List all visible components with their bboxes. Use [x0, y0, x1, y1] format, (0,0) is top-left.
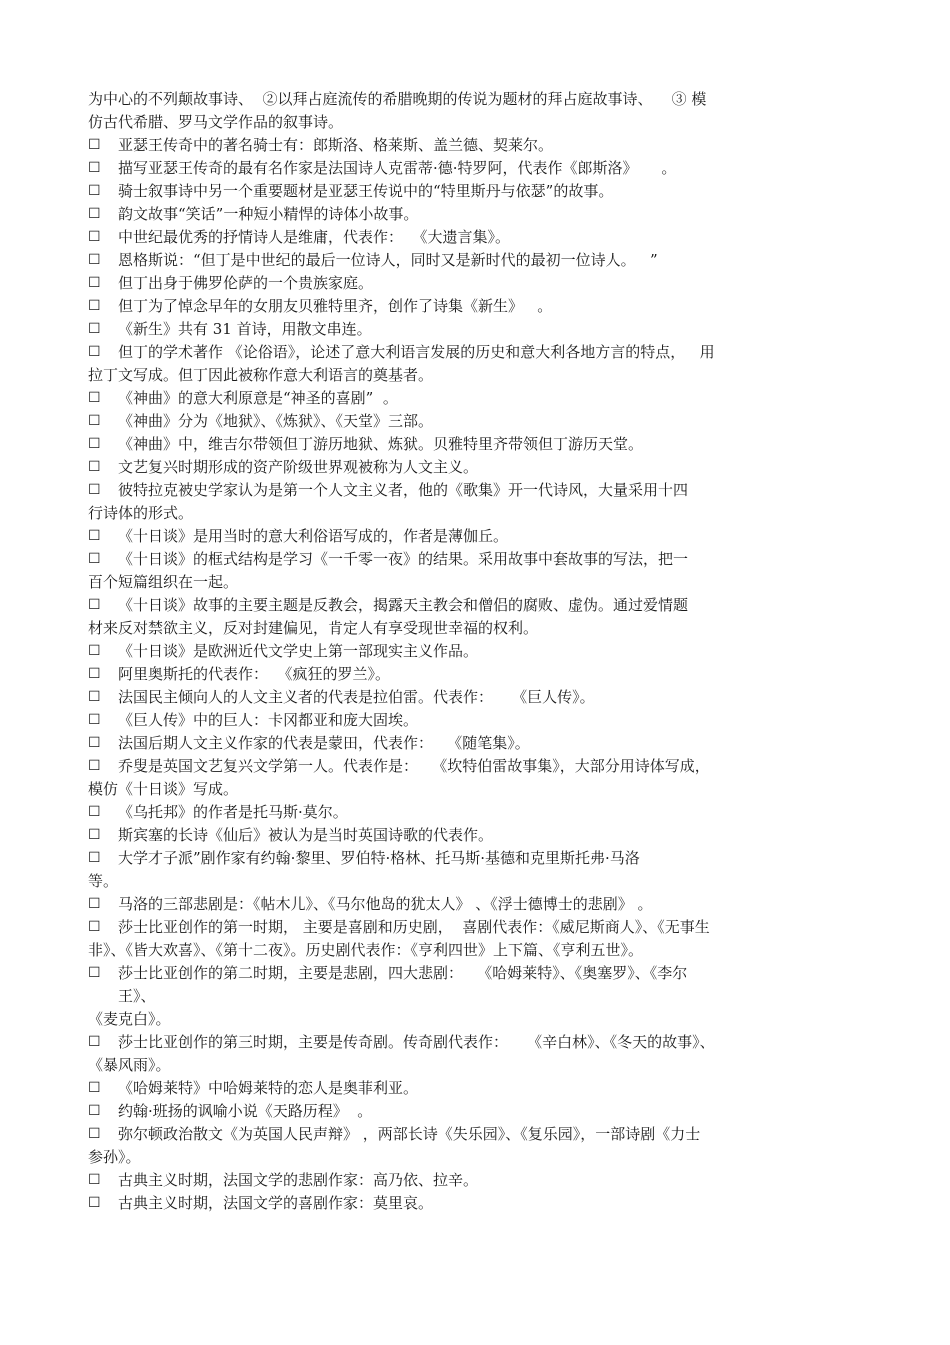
list-item-text: 描写亚瑟王传奇的最有名作家是法国诗人克雷蒂·德·特罗阿，代表作《郎斯洛》 。: [118, 159, 677, 177]
list-item: [88, 479, 868, 525]
list-item-text: 彼特拉克被史学家认为是第一个人文主义者，他的《歌集》开一代诗风，大量采用十四: [118, 481, 689, 499]
list-item: [88, 847, 868, 893]
checkbox-icon: ☐: [88, 390, 101, 406]
list-item-text: 韵文故事“笑话”一种短小精悍的诗体小故事。: [118, 205, 419, 223]
list-item-continuation: 百个短篇组织在一起。: [88, 573, 239, 591]
checkbox-icon: ☐: [88, 275, 101, 291]
list-item: [88, 663, 868, 686]
checkbox-icon: ☐: [88, 459, 101, 475]
list-item-text: 约翰·班扬的讽喻小说《天路历程》 。: [118, 1102, 373, 1120]
list-item-text: 莎士比亚创作的第三时期，主要是传奇剧。传奇剧代表作： 《辛白林》、《冬天的故事》、: [118, 1033, 715, 1051]
checkbox-icon: ☐: [88, 551, 101, 567]
list-item: [88, 180, 868, 203]
list-item: [88, 203, 868, 226]
list-item-text: 《十日谈》的框式结构是学习《一千零一夜》的结果。采用故事中套故事的写法，把一: [118, 550, 689, 568]
checkbox-icon: ☐: [88, 482, 101, 498]
checkbox-icon: ☐: [88, 1126, 101, 1142]
intro-line: 仿古代希腊、罗马文学作品的叙事诗。: [88, 113, 344, 131]
document-page: [88, 88, 868, 1215]
list-item: [88, 801, 868, 824]
checkbox-icon: ☐: [88, 689, 101, 705]
list-item: [88, 1100, 868, 1123]
checkbox-icon: ☐: [88, 643, 101, 659]
list-item: [88, 134, 868, 157]
list-item-text: 《神曲》分为《地狱》、《炼狱》、《天堂》三部。: [118, 412, 434, 430]
list-item-text: 恩格斯说：“但丁是中世纪的最后一位诗人，同时又是新时代的最初一位诗人。 ”: [118, 251, 658, 269]
list-item-text: 马洛的三部悲剧是：《帖木儿》、《马尔他岛的犹太人》 、《浮士德博士的悲剧》 。: [118, 895, 653, 913]
list-item-text: 《巨人传》中的巨人：卡冈都亚和庞大固埃。: [118, 711, 419, 729]
checkbox-icon: ☐: [88, 896, 101, 912]
list-item: [88, 226, 868, 249]
checkbox-icon: ☐: [88, 1080, 101, 1096]
list-item-text: 《乌托邦》的作者是托马斯·莫尔。: [118, 803, 348, 821]
checkbox-icon: ☐: [88, 735, 101, 751]
checkbox-icon: ☐: [88, 183, 101, 199]
list-item: [88, 755, 868, 801]
list-item: [88, 732, 868, 755]
checkbox-icon: ☐: [88, 160, 101, 176]
list-item-text: 《十日谈》故事的主要主题是反教会，揭露天主教会和僧侣的腐败、虚伪。通过爱情题: [118, 596, 689, 614]
list-item-text: 《十日谈》是欧洲近代文学史上第一部现实主义作品。: [118, 642, 479, 660]
list-item-text: 莎士比亚创作的第二时期，主要是悲剧，四大悲剧： 《哈姆莱特》、《奥塞罗》、《李尔: [118, 964, 688, 982]
list-item: [88, 295, 868, 318]
list-item: [88, 433, 868, 456]
list-item-continuation: 《麦克白》。: [88, 1010, 171, 1028]
list-item-text: 斯宾塞的长诗《仙后》被认为是当时英国诗歌的代表作。: [118, 826, 494, 844]
checkbox-icon: ☐: [88, 436, 101, 452]
checkbox-icon: ☐: [88, 413, 101, 429]
checkbox-icon: ☐: [88, 919, 101, 935]
list-item: [88, 318, 868, 341]
checkbox-icon: ☐: [88, 666, 101, 682]
list-item: [88, 410, 868, 433]
list-item-text: 但丁出身于佛罗伦萨的一个贵族家庭。: [118, 274, 374, 292]
list-item-text: 弥尔顿政治散文《为英国人民声辩》 ，两部长诗《失乐园》、《复乐园》，一部诗剧《力士: [118, 1125, 701, 1143]
list-item: [88, 249, 868, 272]
list-item-continuation: 材来反对禁欲主义，反对封建偏见，肯定人有享受现世幸福的权利。: [88, 619, 539, 637]
list-item-text: 中世纪最优秀的抒情诗人是维庸，代表作： 《大遗言集》。: [118, 228, 511, 246]
checkbox-icon: ☐: [88, 1172, 101, 1188]
checkbox-icon: ☐: [88, 758, 101, 774]
list-item: [88, 686, 868, 709]
list-item-text: 但丁为了悼念早年的女朋友贝雅特里齐，创作了诗集《新生》 。: [118, 297, 553, 315]
list-item: [88, 893, 868, 916]
checkbox-icon: ☐: [88, 804, 101, 820]
checkbox-icon: ☐: [88, 206, 101, 222]
list-item-continuation: 模仿《十日谈》写成。: [88, 780, 239, 798]
list-item-text: 亚瑟王传奇中的著名骑士有：郎斯洛、格莱斯、盖兰德、契莱尔。: [118, 136, 554, 154]
list-item-text: 阿里奥斯托的代表作： 《疯狂的罗兰》。: [118, 665, 391, 683]
list-item: [88, 962, 868, 1031]
list-item-text: 古典主义时期，法国文学的悲剧作家：高乃依、拉辛。: [118, 1171, 479, 1189]
list-item-continuation: 王》、: [118, 987, 156, 1005]
list-item-text: 但丁的学术著作 《论俗语》，论述了意大利语言发展的历史和意大利各地方言的特点， 用: [118, 343, 715, 361]
list-item: [88, 824, 868, 847]
list-item-continuation: 非》、《皆大欢喜》、《第十二夜》。历史剧代表作：《亨利四世》上下篇、《亨利五世》。: [88, 941, 644, 959]
checkbox-icon: ☐: [88, 597, 101, 613]
checkbox-icon: ☐: [88, 965, 101, 981]
list-item-text: 《新生》共有 31 首诗，用散文串连。: [118, 320, 372, 338]
list-item-text: 文艺复兴时期形成的资产阶级世界观被称为人文主义。: [118, 458, 479, 476]
checkbox-icon: ☐: [88, 321, 101, 337]
list-item-text: 乔叟是英国文艺复兴文学第一人。代表作是： 《坎特伯雷故事集》，大部分用诗体写成，: [118, 757, 710, 775]
checkbox-icon: ☐: [88, 827, 101, 843]
checkbox-icon: ☐: [88, 298, 101, 314]
list-item-text: 《十日谈》是用当时的意大利俗语写成的，作者是薄伽丘。: [118, 527, 509, 545]
checkbox-icon: ☐: [88, 850, 101, 866]
list-item: [88, 1169, 868, 1192]
checkbox-icon: ☐: [88, 252, 101, 268]
checkbox-icon: ☐: [88, 712, 101, 728]
list-item-text: 莎士比亚创作的第一时期， 主要是喜剧和历史剧， 喜剧代表作：《威尼斯商人》、《无事生: [118, 918, 710, 936]
list-item: [88, 594, 868, 640]
checkbox-icon: ☐: [88, 1195, 101, 1211]
list-item-continuation: 拉丁文写成。但丁因此被称作意大利语言的奠基者。: [88, 366, 434, 384]
bullet-list: [88, 134, 868, 1215]
list-item-text: 大学才子派”剧作家有约翰·黎里、罗伯特·格林、托马斯·基德和克里斯托弗·马洛: [118, 849, 640, 867]
list-item: [88, 1077, 868, 1100]
list-item-text: 《哈姆莱特》中哈姆莱特的恋人是奥菲利亚。: [118, 1079, 419, 1097]
list-item-continuation: 等。: [88, 872, 119, 890]
list-item-continuation: 行诗体的形式。: [88, 504, 194, 522]
list-item: [88, 341, 868, 387]
list-item-continuation: 《暴风雨》。: [88, 1056, 171, 1074]
list-item-text: 《神曲》中，维吉尔带领但丁游历地狱、炼狱。贝雅特里齐带领但丁游历天堂。: [118, 435, 644, 453]
list-item: [88, 272, 868, 295]
list-item: [88, 525, 868, 548]
list-item: [88, 1123, 868, 1169]
checkbox-icon: ☐: [88, 1103, 101, 1119]
list-item-text: 《神曲》的意大利原意是“神圣的喜剧” 。: [118, 389, 398, 407]
checkbox-icon: ☐: [88, 1034, 101, 1050]
checkbox-icon: ☐: [88, 137, 101, 153]
list-item: [88, 916, 868, 962]
list-item: [88, 709, 868, 732]
list-item-text: 古典主义时期，法国文学的喜剧作家：莫里哀。: [118, 1194, 434, 1212]
checkbox-icon: ☐: [88, 229, 101, 245]
list-item: [88, 387, 868, 410]
list-item: [88, 1031, 868, 1077]
checkbox-icon: ☐: [88, 528, 101, 544]
list-item: [88, 157, 868, 180]
list-item-text: 法国民主倾向人的人文主义者的代表是拉伯雷。代表作： 《巨人传》。: [118, 688, 595, 706]
list-item: [88, 456, 868, 479]
list-item: [88, 1192, 868, 1215]
list-item-continuation: 参孙》。: [88, 1148, 141, 1166]
list-item: [88, 548, 868, 594]
intro-line: 为中心的不列颠故事诗、 ②以拜占庭流传的希腊晚期的传说为题材的拜占庭故事诗、 ③ 模: [88, 90, 707, 108]
checkbox-icon: ☐: [88, 344, 101, 360]
list-item-text: 骑士叙事诗中另一个重要题材是亚瑟王传说中的“特里斯丹与依瑟”的故事。: [118, 182, 614, 200]
list-item: [88, 640, 868, 663]
list-item-text: 法国后期人文主义作家的代表是蒙田，代表作： 《随笔集》。: [118, 734, 530, 752]
